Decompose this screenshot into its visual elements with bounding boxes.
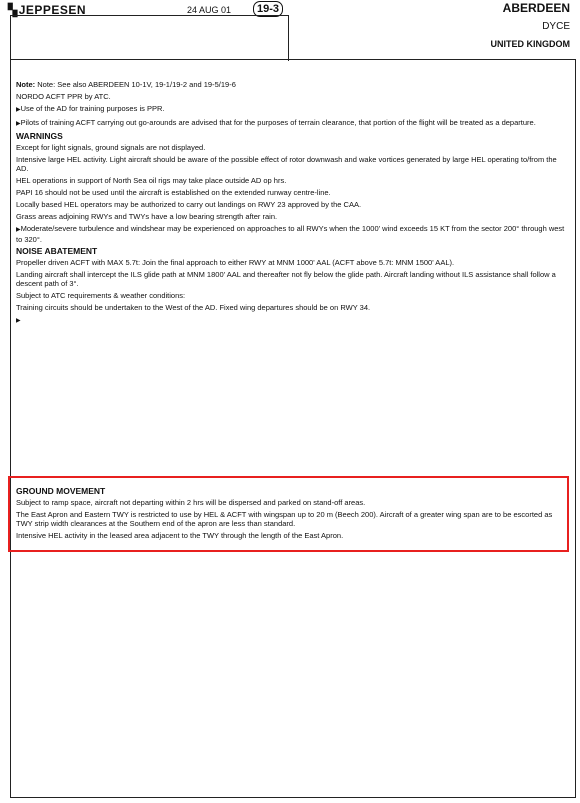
warning-item: Intensive large HEL activity. Light aircraft should be aware of the possible effect of rotor downwash and wake vortices generated by large HEL operating to/from the AD. bbox=[16, 155, 557, 173]
country-name: UNITED KINGDOM bbox=[490, 39, 570, 49]
note-training: ▶Use of the AD for training purposes is PPR. bbox=[16, 104, 165, 113]
warning-item: Except for light signals, ground signals are not displayed. bbox=[16, 143, 206, 152]
noise-item: Training circuits should be undertaken to the West of the AD. Fixed wing departures should be on RWY 34. bbox=[16, 303, 371, 312]
ground-movement-heading: GROUND MOVEMENT bbox=[16, 486, 106, 496]
ground-item: The East Apron and Eastern TWY is restricted to use by HEL & ACFT with wingspan up to 20 m (Beech 200). Aircraft of a greater wing span are to be escorted as TWY strip width clearances at the Southern end of the apron are less than standard. bbox=[16, 510, 553, 528]
warning-item: PAPI 16 should not be used until the aircraft is established on the extended runway centre-line. bbox=[16, 188, 331, 197]
arrow-marker bbox=[16, 315, 568, 326]
airport-name: ABERDEEN bbox=[502, 1, 570, 15]
note-nordo: NORDO ACFT PPR by ATC. bbox=[16, 92, 111, 101]
noise-item: Subject to ATC requirements & weather conditions: bbox=[16, 291, 186, 300]
header-box bbox=[10, 15, 289, 61]
noise-item: Propeller driven ACFT with MAX 5.7t: Join the final approach to either RWY at MNM 1000' AAL (ACFT above 5.7t: MNM 1500' AAL). bbox=[16, 258, 455, 267]
warning-item: Locally based HEL operators may be authorized to carry out landings on RWY 23 approved by the CAA. bbox=[16, 200, 362, 209]
warning-item: ▶Moderate/severe turbulence and windshear may be experienced on approaches to all RWYs when the 1000' wind exceeds 15 KT from the sector 200° through west to 320°. bbox=[16, 224, 565, 244]
warning-item: Grass areas adjoining RWYs and TWYs have a low bearing strength after rain. bbox=[16, 212, 278, 221]
chart-notes bbox=[16, 80, 568, 329]
warning-item: HEL operations in support of North Sea oil rigs may take place outside AD op hrs. bbox=[16, 176, 287, 185]
warnings-heading: WARNINGS bbox=[16, 131, 63, 141]
bullet-icon: ▶ bbox=[16, 227, 21, 233]
bullet-icon: ▶ bbox=[16, 121, 21, 127]
bullet-icon: ▶ bbox=[16, 318, 21, 324]
noise-item: Landing aircraft shall intercept the ILS glide path at MNM 1800' AAL and thereafter not fly below the glide path. Aircraft landing without ILS assistance shall follow a descent path of 3°. bbox=[16, 270, 556, 288]
chart-date: 24 AUG 01 bbox=[187, 5, 232, 15]
ground-item: Subject to ramp space, aircraft not departing within 2 hrs will be dispersed and parked on stand-off areas. bbox=[16, 498, 366, 507]
ground-item: Intensive HEL activity in the leased area adjacent to the TWY through the length of the East Apron. bbox=[16, 531, 344, 540]
highlight-box bbox=[8, 476, 569, 552]
bullet-icon: ▶ bbox=[16, 107, 21, 113]
city-name: DYCE bbox=[542, 21, 570, 32]
chart-number: 19-3 bbox=[253, 1, 283, 17]
note-see-also: Note: Note: See also ABERDEEN 10-1V, 19-1/19-2 and 19-5/19-6 bbox=[16, 80, 236, 89]
jeppesen-logo: ▚JEPPESEN bbox=[8, 3, 87, 17]
noise-abatement-heading: NOISE ABATEMENT bbox=[16, 246, 98, 256]
note-go-arounds: ▶Pilots of training ACFT carrying out go-arounds are advised that for the purposes of terrain clearance, that portion of the flight will be treated as a departure. bbox=[16, 118, 536, 127]
